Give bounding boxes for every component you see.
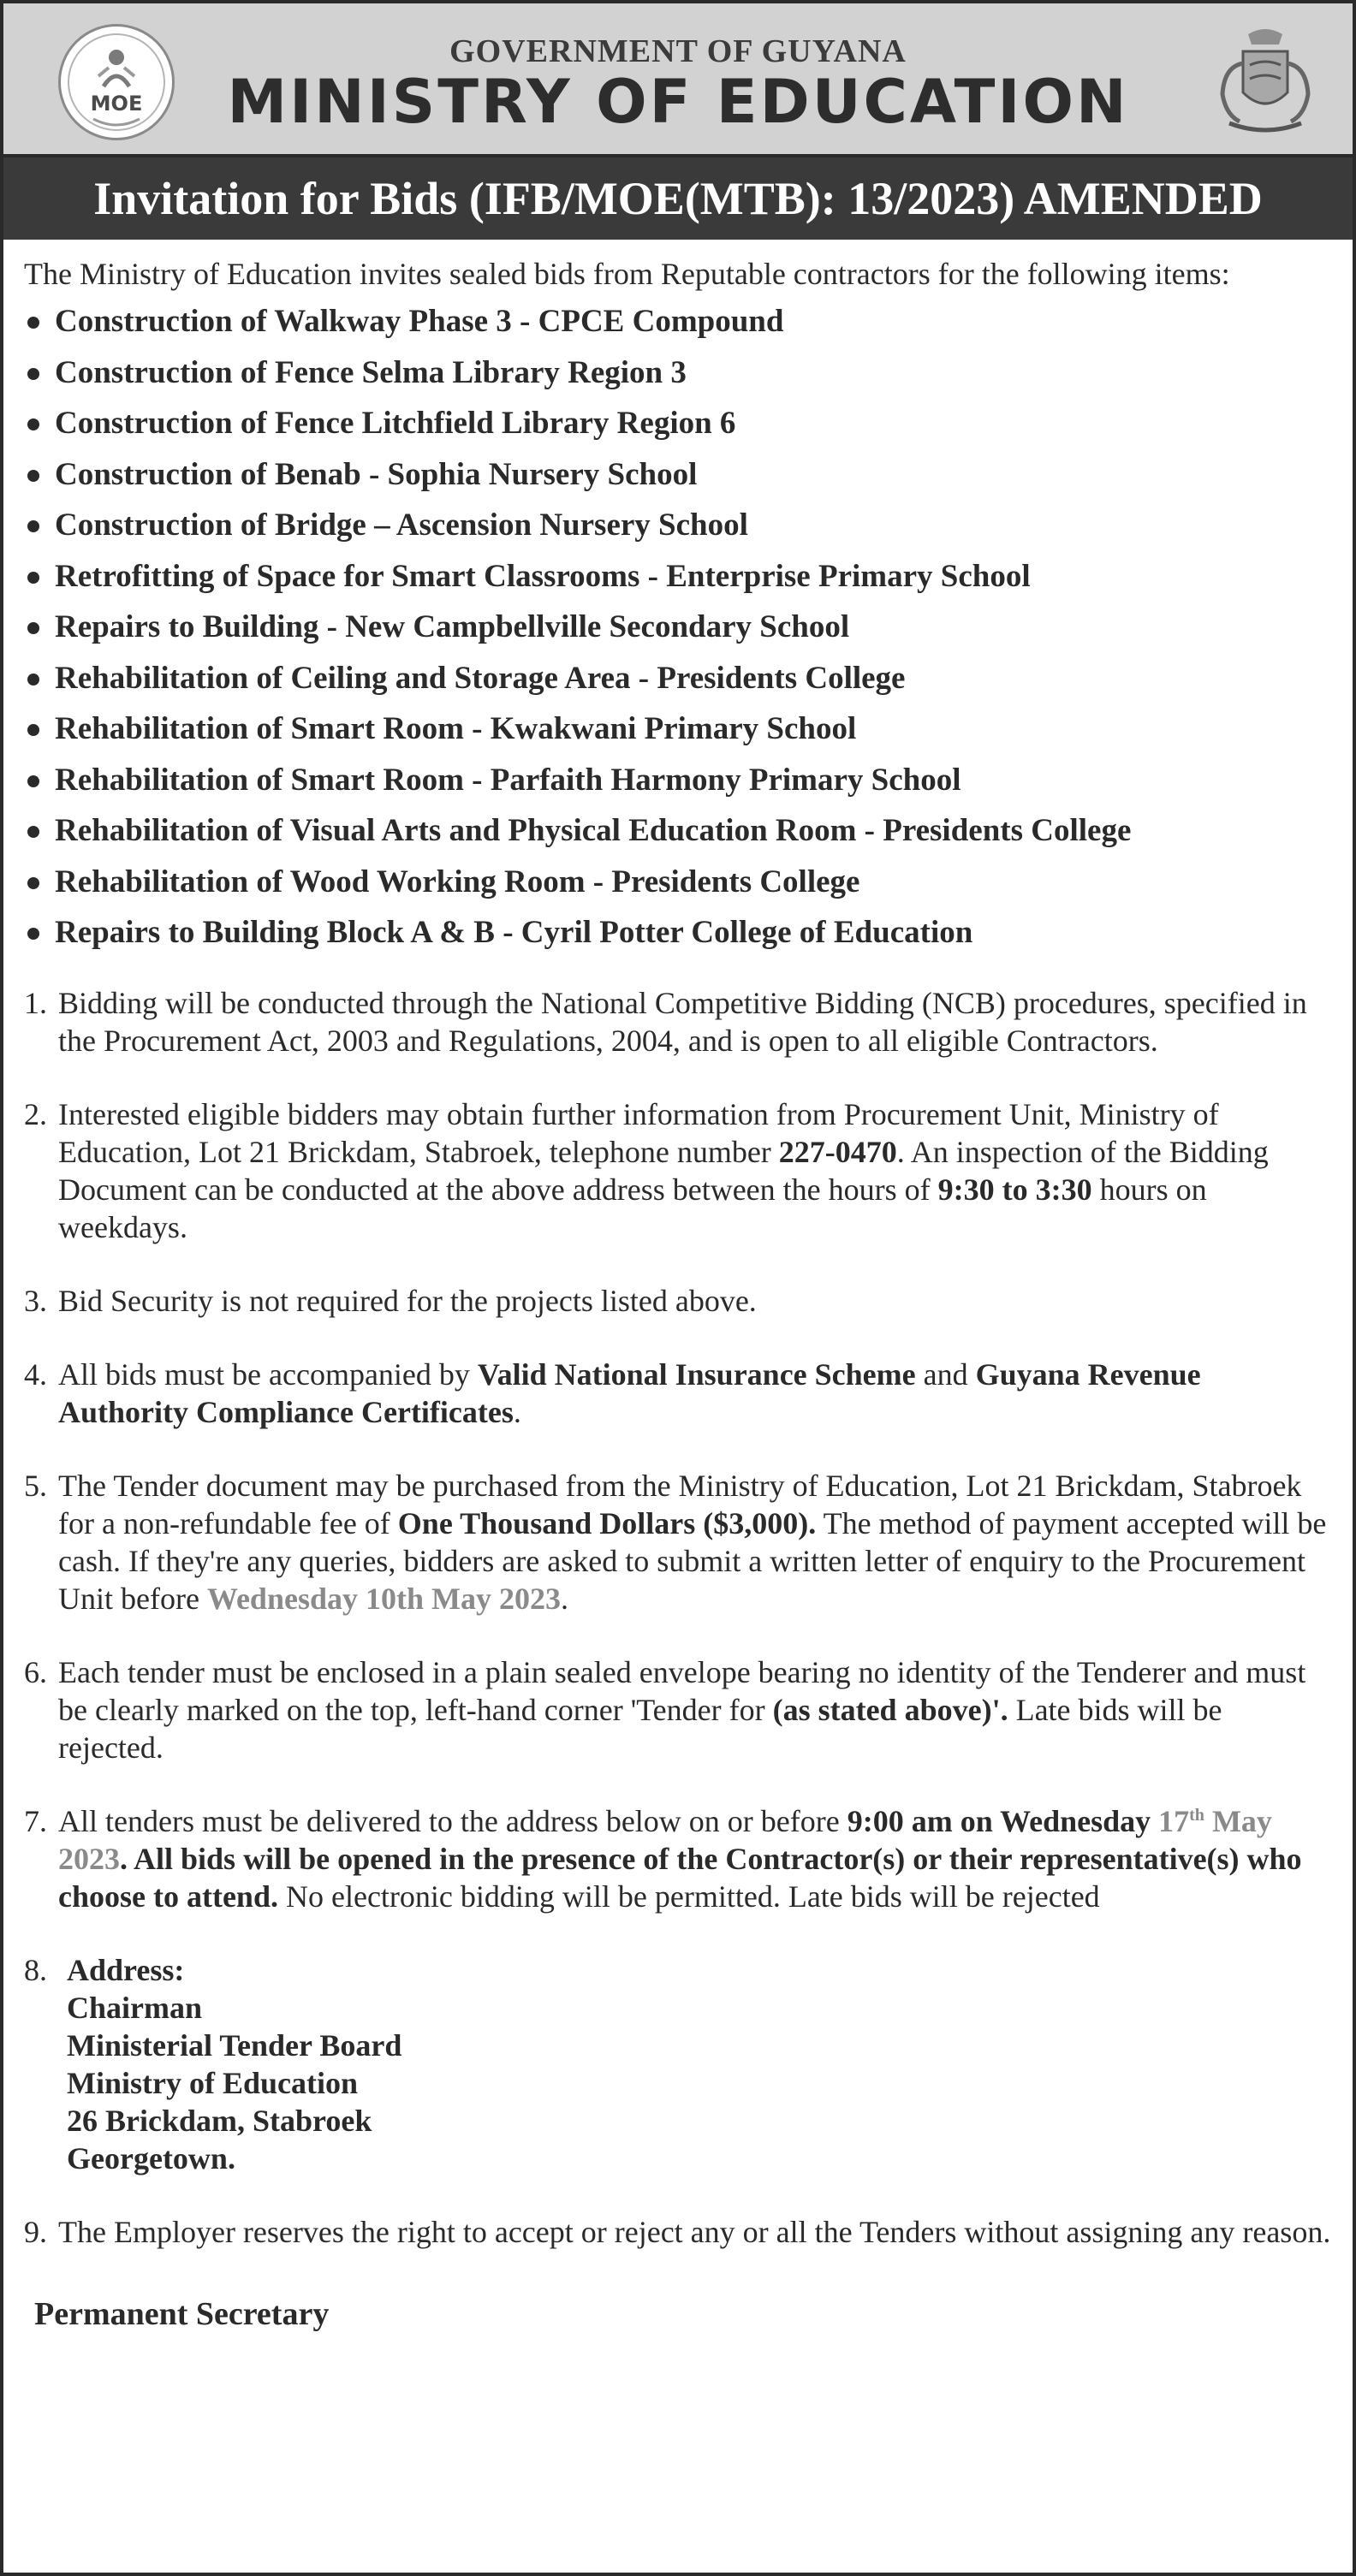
enquiry-deadline: Wednesday 10th May 2023	[206, 1581, 561, 1616]
clause-number: 8.	[24, 1952, 47, 1987]
bullet-icon	[27, 520, 39, 532]
clause-3	[24, 1282, 1334, 1320]
clause-number: 7.	[24, 1803, 47, 1838]
header-banner	[3, 3, 1353, 157]
clause-9	[24, 2213, 1334, 2251]
address-line: Chairman	[67, 1990, 203, 2025]
submission-time: 9:00 am on Wednesday	[847, 1803, 1151, 1838]
clause-text: and	[915, 1356, 976, 1392]
items-list	[24, 296, 1334, 959]
address-line: Ministerial Tender Board	[67, 2027, 402, 2063]
clause-text: The Employer reserves the right to accept or reject any or all the Tenders without assigning any reason.	[58, 2214, 1331, 2249]
clause-text: The Tender document may be purchased from the Ministry of Education, Lot 21 Brickdam, Stabroek for a non-refundable fee of	[58, 1468, 1302, 1540]
bullet-icon	[27, 572, 39, 584]
nis-certificate: Valid National Insurance Scheme	[477, 1356, 916, 1392]
opening-notice: . All bids will be opened in the presence of the Contractor(s) or their representative(s) who choose to attend.	[58, 1841, 1302, 1914]
clause-1	[24, 984, 1334, 1059]
list-item: Construction of Fence Litchfield Library Region 6	[24, 398, 1334, 449]
list-item: Rehabilitation of Smart Room - Parfaith Harmony Primary School	[24, 755, 1334, 806]
list-item: Rehabilitation of Ceiling and Storage Area - Presidents College	[24, 653, 1334, 704]
list-item: Rehabilitation of Visual Arts and Physical Education Room - Presidents College	[24, 805, 1334, 857]
clause-text: Bid Security is not required for the projects listed above.	[58, 1283, 757, 1318]
submission-day: 17	[1158, 1803, 1190, 1838]
list-item: Repairs to Building Block A & B - Cyril Potter College of Education	[24, 907, 1334, 959]
list-item: Construction of Bridge – Ascension Nursery School	[24, 500, 1334, 551]
signature: Permanent Secretary	[34, 2295, 330, 2332]
phone-number: 227-0470	[778, 1134, 897, 1169]
submission-month: May 2023	[58, 1803, 1272, 1876]
list-item: Construction of Walkway Phase 3 - CPCE Compound	[24, 296, 1334, 347]
clause-7	[24, 1802, 1334, 1915]
bullet-icon	[27, 368, 39, 380]
logo-text: MOE	[90, 92, 143, 116]
address-label: Address:	[67, 1952, 185, 1987]
tender-marking: (as stated above)'.	[772, 1692, 1008, 1727]
coat-of-arms-icon	[1214, 26, 1317, 137]
clause-text: hours on weekdays.	[58, 1172, 1207, 1244]
clause-text: All bids must be accompanied by	[58, 1356, 478, 1392]
clause-5	[24, 1467, 1334, 1617]
clause-4	[24, 1356, 1334, 1431]
clause-6	[24, 1653, 1334, 1766]
clause-text: No electronic bidding will be permitted. Late bids will be rejected	[277, 1879, 1100, 1914]
list-item: Construction of Benab - Sophia Nursery School	[24, 449, 1334, 501]
list-item: Retrofitting of Space for Smart Classrooms - Enterprise Primary School	[24, 551, 1334, 602]
clause-number: 2.	[24, 1096, 47, 1131]
bullet-icon	[27, 826, 39, 838]
office-hours: 9:30 to 3:30	[937, 1172, 1092, 1207]
clause-text: .	[560, 1581, 568, 1616]
bullet-icon	[27, 724, 39, 736]
list-item: Repairs to Building - New Campbellville Secondary School	[24, 602, 1334, 653]
list-item: Construction of Fence Selma Library Region 3	[24, 347, 1334, 399]
day-suffix: th	[1189, 1805, 1204, 1825]
clause-number: 5.	[24, 1468, 47, 1503]
clause-text: .	[513, 1394, 521, 1429]
clause-number: 9.	[24, 2214, 47, 2249]
government-heading: GOVERNMENT OF GUYANA	[449, 33, 907, 69]
address-line: Ministry of Education	[67, 2065, 359, 2100]
clause-text: Interested eligible bidders may obtain further information from Procurement Unit, Ministry of Education, Lot 21 Brickdam, Stabroek, telephone number	[58, 1096, 1219, 1169]
intro-paragraph: The Ministry of Education invites sealed bids from Reputable contractors for the following items:	[24, 257, 1230, 291]
clause-text: All tenders must be delivered to the address below on or before	[58, 1803, 848, 1838]
address-line: Georgetown.	[67, 2140, 235, 2175]
clause-number: 4.	[24, 1356, 47, 1392]
address-line: 26 Brickdam, Stabroek	[67, 2103, 372, 2138]
clause-text: The method of payment accepted will be cash. If they're any queries, bidders are asked to submit a written letter of enquiry to the Procurement Unit before	[58, 1505, 1327, 1616]
clause-text: Bidding will be conducted through the National Competitive Bidding (NCB) procedures, specified in the Procurement Act, 2003 and Regulations, 2004, and is open to all eligible Contractors.	[58, 985, 1307, 1058]
page-title: Invitation for Bids (IFB/MOE(MTB): 13/2023) AMENDED	[3, 157, 1353, 240]
gra-certificate: Guyana Revenue Authority Compliance Certificates	[58, 1356, 1201, 1429]
list-item: Rehabilitation of Wood Working Room - Presidents College	[24, 857, 1334, 908]
clause-2	[24, 1095, 1334, 1246]
clause-text: Each tender must be enclosed in a plain sealed envelope bearing no identity of the Tenderer and must be clearly marked on the top, left-hand corner 'Tender for	[58, 1654, 1306, 1727]
clause-number: 3.	[24, 1283, 47, 1318]
tender-fee: One Thousand Dollars ($3,000).	[397, 1505, 817, 1540]
document-body	[24, 255, 1334, 2333]
ministry-heading: MINISTRY OF EDUCATION	[227, 67, 1129, 137]
clause-number: 1.	[24, 985, 47, 1020]
bullet-icon	[27, 470, 39, 482]
clause-number: 6.	[24, 1654, 47, 1689]
clause-text: . An inspection of the Bidding Document can be conducted at the above address between the hours of	[58, 1134, 1269, 1207]
clause-8-address	[24, 1951, 1334, 2177]
bullet-icon	[27, 877, 39, 889]
bullet-icon	[27, 674, 39, 686]
bullet-icon	[27, 775, 39, 787]
clause-text: Late bids will be rejected.	[58, 1692, 1222, 1765]
bullet-icon	[27, 317, 39, 329]
bullet-icon	[27, 418, 39, 430]
list-item: Rehabilitation of Smart Room - Kwakwani Primary School	[24, 703, 1334, 755]
bullet-icon	[27, 928, 39, 940]
bullet-icon	[27, 622, 39, 634]
